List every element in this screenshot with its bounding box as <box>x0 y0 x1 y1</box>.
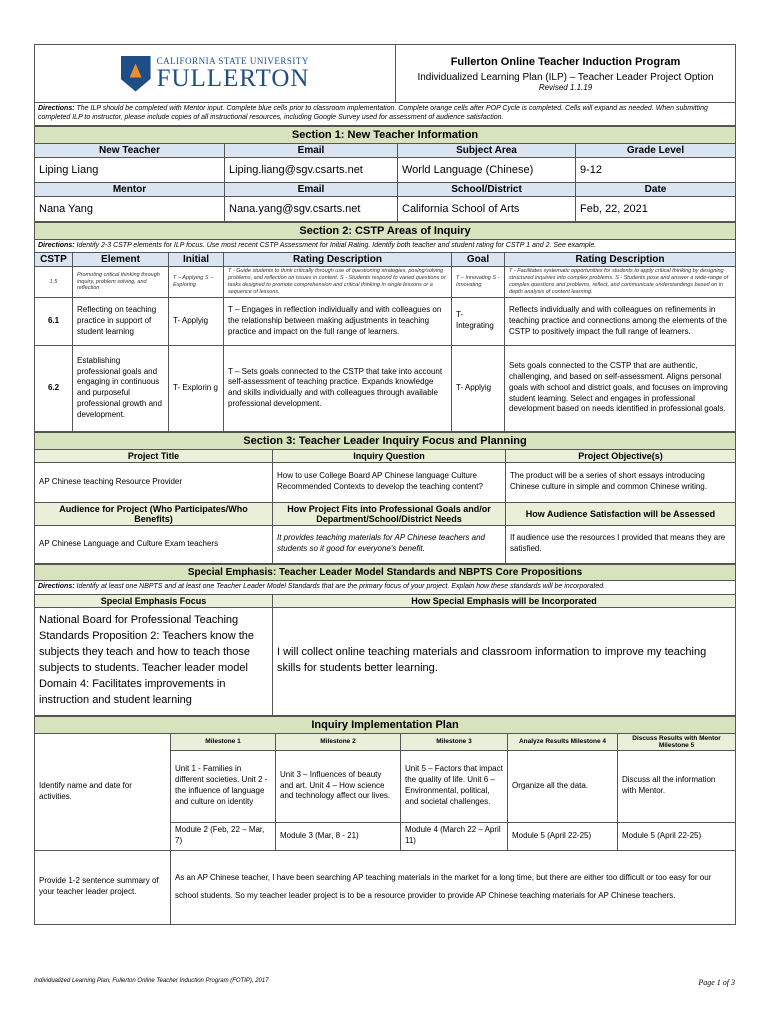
section2-directions: Directions: Identify 2-3 CSTP elements for ILP focus. Use most recent CSTP Assessment for Initial Rating. Identify both teacher and student rating for CSTP 1 and 2. See example. <box>35 239 736 253</box>
milestone2-header: Milestone 2 <box>276 733 401 750</box>
logo-cell <box>35 45 396 103</box>
summary-label: Provide 1-2 sentence summary of your teacher leader project. <box>35 850 171 924</box>
logo-line1: CALIFORNIA STATE UNIVERSITY <box>156 56 309 66</box>
school-header: School/District <box>398 182 576 196</box>
cstp-header: CSTP <box>35 253 73 267</box>
project-title-value[interactable]: AP Chinese teaching Resource Provider <box>35 462 273 502</box>
milestone3-date[interactable]: Module 4 (March 22 – April 11) <box>401 822 508 850</box>
footer-text: Individualized Learning Plan, Fullerton Online Teacher Induction Program (FOTIP), 2017 <box>34 978 269 984</box>
subject-header: Subject Area <box>398 143 576 157</box>
special-table <box>34 564 736 716</box>
program-title: Fullerton Online Teacher Induction Program <box>450 55 681 68</box>
satisfaction-value[interactable]: If audience use the resources I provided that means they are satisfied. <box>506 525 736 563</box>
milestone4-header: Analyze Results Milestone 4 <box>508 733 618 750</box>
element-header: Element <box>73 253 169 267</box>
inquiry-value[interactable]: How to use College Board AP Chinese language Culture Recommended Contexts to develop the teaching content? <box>273 462 506 502</box>
university-seal-icon <box>121 56 151 92</box>
implementation-table <box>34 716 736 925</box>
milestone2-date[interactable]: Module 3 (Mar, 8 - 21) <box>276 822 401 850</box>
initial-header: Initial <box>169 253 224 267</box>
milestone5-header: Discuss Results with Mentor Milestone 5 <box>618 733 736 750</box>
milestone3-header: Milestone 3 <box>401 733 508 750</box>
milestone1-value[interactable]: Unit 1 - Families in different societies. Unit 2 - the influence of language and culture on identity <box>171 750 276 822</box>
fits-value[interactable]: It provides teaching materials for AP Chinese teachers and students so it good for everyone's benefit. <box>273 525 506 563</box>
milestone3-value[interactable]: Unit 5 – Factors that impact the quality of life. Unit 6 – Environmental, political, and societal challenges. <box>401 750 508 822</box>
cstp-row: 6.1 Reflecting on teaching practice in support of student learning T- Applyig T – Engages in reflection individually and with colleagues on the relationship between making adjustments in teaching practice and impact on the full range of learners. T- Integrating Reflects individually and with colleagues on refinements in teaching practice and connections among the elements of the CSTP to positively impact the full range of learners. <box>35 297 736 345</box>
implementation-title: Inquiry Implementation Plan <box>35 716 736 733</box>
new-teacher-header: New Teacher <box>35 143 225 157</box>
section1-table <box>34 126 736 222</box>
project-title-header: Project Title <box>35 449 273 462</box>
grade-value[interactable]: 9-12 <box>576 157 736 182</box>
objective-header: Project Objective(s) <box>506 449 736 462</box>
plan-title: Individualized Learning Plan (ILP) – Teacher Leader Project Option <box>417 71 714 83</box>
logo-line2: FULLERTON <box>156 65 310 92</box>
audience-header: Audience for Project (Who Participates/Who Benefits) <box>35 502 273 525</box>
section2-table <box>34 222 736 432</box>
section2-title: Section 2: CSTP Areas of Inquiry <box>35 222 736 239</box>
milestone1-date[interactable]: Module 2 (Feb, 22 – Mar, 7) <box>171 822 276 850</box>
milestone5-value[interactable]: Discuss all the information with Mentor. <box>618 750 736 822</box>
satisfaction-header: How Audience Satisfaction will be Assessed <box>506 502 736 525</box>
new-teacher-value[interactable]: Liping Liang <box>35 157 225 182</box>
top-directions: Directions: The ILP should be completed with Mentor input. Complete blue cells prior to classroom implementation. Complete orange cells after POP Cycle is completed. Cells will expand as needed. When submitting completed ILP to instructor, please include copies of all instructional resources, including Google Survey used for assessment of audience satisfaction. <box>35 103 736 126</box>
ilp-document <box>34 44 735 925</box>
page-footer <box>34 978 735 987</box>
focus-value[interactable]: National Board for Professional Teaching Standards Proposition 2: Teachers know the subjects they teach and how to teach those subjects to students. Teacher leader model Domain 4: Facilitates improvements in instruction and student learning <box>35 607 273 715</box>
rating2-header: Rating Description <box>505 253 736 267</box>
how-header: How Special Emphasis will be Incorporated <box>273 594 736 607</box>
grade-header: Grade Level <box>576 143 736 157</box>
milestone4-date[interactable]: Module 5 (April 22-25) <box>508 822 618 850</box>
goal-header: Goal <box>452 253 505 267</box>
revised-label: Revised 1.1.19 <box>538 82 593 92</box>
subject-value[interactable]: World Language (Chinese) <box>398 157 576 182</box>
fits-header: How Project Fits into Professional Goals and/or Department/School/District Needs <box>273 502 506 525</box>
date-value[interactable]: Feb, 22, 2021 <box>576 196 736 221</box>
special-title: Special Emphasis: Teacher Leader Model Standards and NBPTS Core Propositions <box>35 564 736 580</box>
mentor-email-header: Email <box>225 182 398 196</box>
school-value[interactable]: California School of Arts <box>398 196 576 221</box>
audience-value[interactable]: AP Chinese Language and Culture Exam teachers <box>35 525 273 563</box>
special-directions: Directions: Identify at least one NBPTS and at least one Teacher Leader Model Standards that are the primary focus of your project. Explain how these standards will be incorporated. <box>35 580 736 594</box>
milestone5-date[interactable]: Module 5 (April 22-25) <box>618 822 736 850</box>
mentor-email-value[interactable]: Nana.yang@sgv.csarts.net <box>225 196 398 221</box>
mentor-header: Mentor <box>35 182 225 196</box>
summary-value[interactable]: As an AP Chinese teacher, I have been searching AP teaching materials in the market for a long time, but there are either too difficult or too easy for our school students. So my teacher leader project is to be a resource provider to provide AP Chinese teaching materials for AP Chinese teachers. <box>171 850 736 924</box>
how-value[interactable]: I will collect online teaching materials and classroom information to improve my teaching skills for students better learning. <box>273 607 736 715</box>
rating-header: Rating Description <box>224 253 452 267</box>
example-row: 1.5 Promoting critical thinking through inquiry, problem solving, and reflection T – Applying S – Exploring T - Guide students to think critically through use of questioning strategies, posing/solving problems, and reflection on issues in content. S - Students respond to varied questions or tasks designed to promote comprehension and critical thinking in single lessons or a sequence of lessons. T – Innovating S - Innovating T - Facilitates systematic opportunities for students to apply critical thinking by designing structured inquiries into complex problems. S - Students pose and answer a wide-range of complex questions and problems, reflect, and communicate understandings based on in depth analysis of content learning. <box>35 267 736 298</box>
cstp-row: 6.2 Establishing professional goals and engaging in continuous and purposeful professional growth and development. T- Explorin g T – Sets goals connected to the CSTP that take into account self-assessment of teaching practice. Expands knowledge and skills individually and with colleagues through available professional development. T- Applyig Sets goals connected to the CSTP that are authentic, challenging, and based on self-assessment. Aligns personal goals with school and district goals, and focuses on improving student learning. Select and engages in professional development based on needs identified in professional goals. <box>35 345 736 431</box>
milestone1-header: Milestone 1 <box>171 733 276 750</box>
milestone4-value[interactable]: Organize all the data. <box>508 750 618 822</box>
date-header: Date <box>576 182 736 196</box>
email-header: Email <box>225 143 398 157</box>
activities-label: Identify name and date for activities. <box>35 733 171 850</box>
focus-header: Special Emphasis Focus <box>35 594 273 607</box>
objective-value[interactable]: The product will be a series of short essays introducing Chinese culture in simple and common Chinese writing. <box>506 462 736 502</box>
mentor-value[interactable]: Nana Yang <box>35 196 225 221</box>
section3-title: Section 3: Teacher Leader Inquiry Focus and Planning <box>35 432 736 449</box>
header-table <box>34 44 736 126</box>
section1-title: Section 1: New Teacher Information <box>35 126 736 143</box>
teacher-email-value[interactable]: Liping.liang@sgv.csarts.net <box>225 157 398 182</box>
milestone2-value[interactable]: Unit 3 – Influences of beauty and art. Unit 4 – How science and technology affect our lives. <box>276 750 401 822</box>
page-number: Page 1 of 3 <box>698 978 735 987</box>
program-cell <box>396 45 736 103</box>
inquiry-header: Inquiry Question <box>273 449 506 462</box>
section3-table <box>34 432 736 564</box>
